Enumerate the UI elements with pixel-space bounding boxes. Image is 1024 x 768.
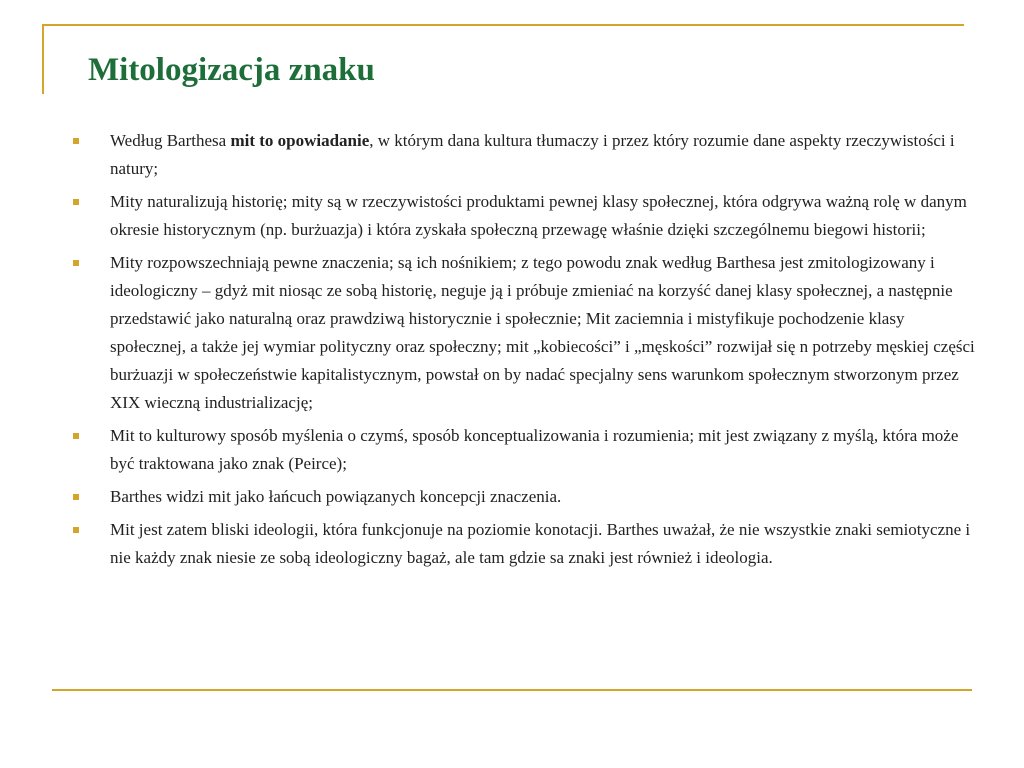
square-bullet-icon — [73, 260, 79, 266]
bullet-item-1 — [72, 127, 978, 183]
square-bullet-icon — [73, 138, 79, 144]
top-border-line — [42, 24, 964, 26]
bullet-text: Mity naturalizują historię; mity są w rzeczywistości produktami pewnej klasy społecznej, która odgrywa ważną rolę w danym okresie historycznym (np. burżuazja) i która zyskała społeczną przewagę właśnie dzięki szczególnemu biegowi historii; — [110, 192, 967, 239]
bullet-item-2 — [72, 188, 978, 244]
square-bullet-icon — [73, 433, 79, 439]
bullet-text: Według Barthesa mit to opowiadanie, w którym dana kultura tłumaczy i przez który rozumie dane aspekty rzeczywistości i natury; — [110, 131, 955, 178]
bullet-item-4 — [72, 422, 978, 478]
bullet-item-3 — [72, 249, 978, 417]
left-border-line — [42, 24, 44, 94]
bottom-border-line — [52, 689, 972, 691]
slide-title: Mitologizacja znaku — [88, 52, 375, 88]
bullet-list — [72, 127, 978, 577]
square-bullet-icon — [73, 494, 79, 500]
bullet-item-5 — [72, 483, 978, 511]
bullet-item-6 — [72, 516, 978, 572]
bullet-text: Barthes widzi mit jako łańcuch powiązanych koncepcji znaczenia. — [110, 487, 562, 506]
square-bullet-icon — [73, 199, 79, 205]
square-bullet-icon — [73, 527, 79, 533]
bullet-text: Mit to kulturowy sposób myślenia o czymś, sposób konceptualizowania i rozumienia; mit jest związany z myślą, która może być traktowana jako znak (Peirce); — [110, 426, 959, 473]
bullet-bold-phrase: mit to opowiadanie — [230, 131, 370, 150]
bullet-text: Mity rozpowszechniają pewne znaczenia; są ich nośnikiem; z tego powodu znak według Barthesa jest zmitologizowany i ideologiczny – gdyż mit niosąc ze sobą historię, neguje ją i próbuje zmieniać na korzyść danej klasy społecznej, a następnie przedstawić jako naturalną oraz prawdziwą historycznie i społecznie; Mit zaciemnia i mistyfikuje pochodzenie klasy społecznej, a także jej wymiar polityczny oraz społeczny; mit „kobiecości” i „męskości” rozwijał się n potrzeby męskiej części burżuazji w społeczeństwie kapitalistycznym, powstał on by nadać specjalny sens warunkom społecznym stworzonym przez XIX wieczną industrializację; — [110, 253, 975, 412]
bullet-text: Mit jest zatem bliski ideologii, która funkcjonuje na poziomie konotacji. Barthes uważał, że nie wszystkie znaki semiotyczne i nie każdy znak niesie ze sobą ideologiczny bagaż, ale tam gdzie sa znaki jest również i ideologia. — [110, 520, 971, 567]
